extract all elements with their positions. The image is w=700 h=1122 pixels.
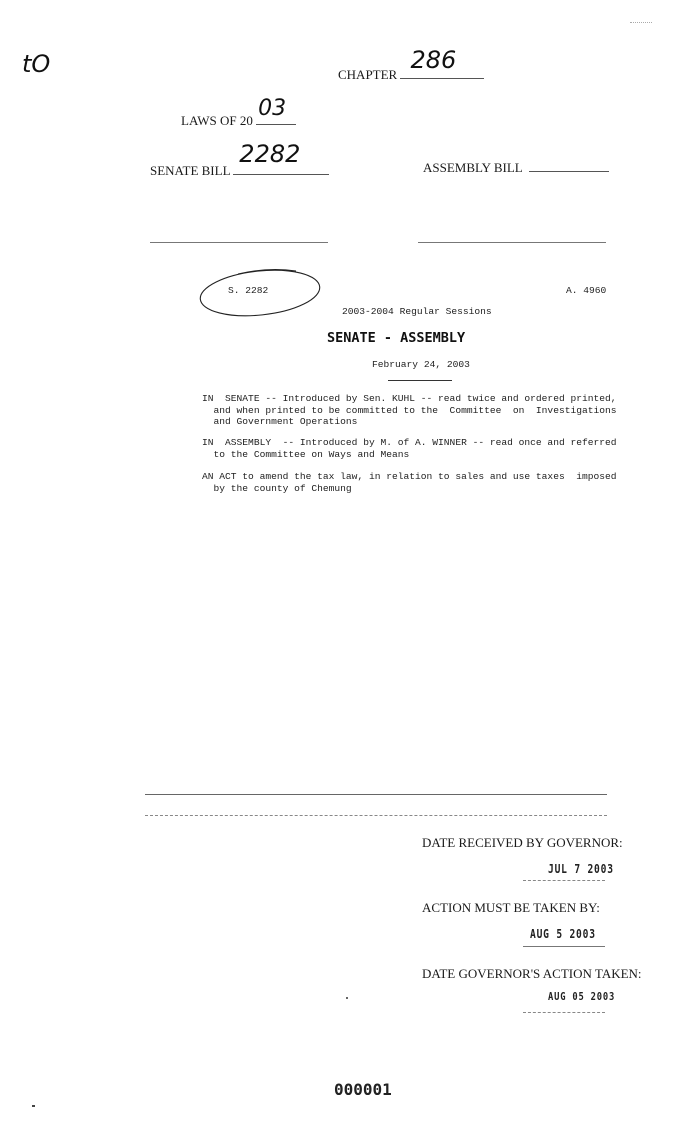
action-deadline-line xyxy=(523,946,605,947)
senate-number: S. 2282 xyxy=(228,285,269,296)
chapter-number: 286 xyxy=(410,46,457,74)
action-taken-stamp: AUG 05 2003 xyxy=(548,990,616,1003)
bill-date: February 24, 2003 xyxy=(372,359,470,370)
page-number: 000001 xyxy=(334,1080,392,1099)
action-taken-line xyxy=(523,1012,605,1013)
assembly-introduction: IN ASSEMBLY -- Introduced by M. of A. WINNER -- read once and referred to the Committee on Ways and Means xyxy=(202,437,617,460)
action-deadline-label: ACTION MUST BE TAKEN BY: xyxy=(422,900,600,915)
senate-bill-number: 2282 xyxy=(239,140,301,168)
chapter-blank xyxy=(400,46,484,79)
chapter-label: CHAPTER xyxy=(338,67,398,82)
chapter-field xyxy=(338,46,484,83)
date-underline xyxy=(388,380,452,381)
bill-heading: SENATE - ASSEMBLY xyxy=(327,330,466,346)
laws-field xyxy=(181,96,296,129)
session-label: 2003-2004 Regular Sessions xyxy=(342,306,492,317)
signature-line-right xyxy=(418,242,606,243)
received-by-governor-label: DATE RECEIVED BY GOVERNOR: xyxy=(422,835,623,850)
senate-bill-label: SENATE BILL xyxy=(150,163,231,178)
laws-year: 03 xyxy=(258,96,287,121)
scan-speck xyxy=(32,1105,35,1107)
received-date-line xyxy=(523,880,605,881)
act-title: AN ACT to amend the tax law, in relation to sales and use taxes imposed by the county of Chemung xyxy=(202,471,617,494)
senate-bill-field xyxy=(150,140,329,179)
laws-label: LAWS OF 20 xyxy=(181,113,253,128)
assembly-bill-field xyxy=(423,160,609,176)
action-deadline-stamp: AUG 5 2003 xyxy=(530,927,596,941)
action-taken-label: DATE GOVERNOR'S ACTION TAKEN: xyxy=(422,966,642,981)
laws-blank xyxy=(256,96,296,125)
separator-line-top xyxy=(145,794,607,795)
separator-line-bottom xyxy=(145,815,607,816)
scan-speck xyxy=(346,997,348,999)
assembly-number: A. 4960 xyxy=(566,285,607,296)
scan-artifact-line xyxy=(630,22,652,23)
senate-bill-blank xyxy=(233,140,329,175)
signature-line-left xyxy=(150,242,328,243)
senate-introduction: IN SENATE -- Introduced by Sen. KUHL -- read twice and ordered printed, and when printed to be committed to the Committee on Investigations and Government Operations xyxy=(202,393,617,427)
assembly-bill-label: ASSEMBLY BILL xyxy=(423,160,523,175)
received-date-stamp: JUL 7 2003 xyxy=(548,862,614,876)
assembly-bill-blank xyxy=(529,161,609,172)
corner-handwritten-mark: tO xyxy=(22,50,51,78)
